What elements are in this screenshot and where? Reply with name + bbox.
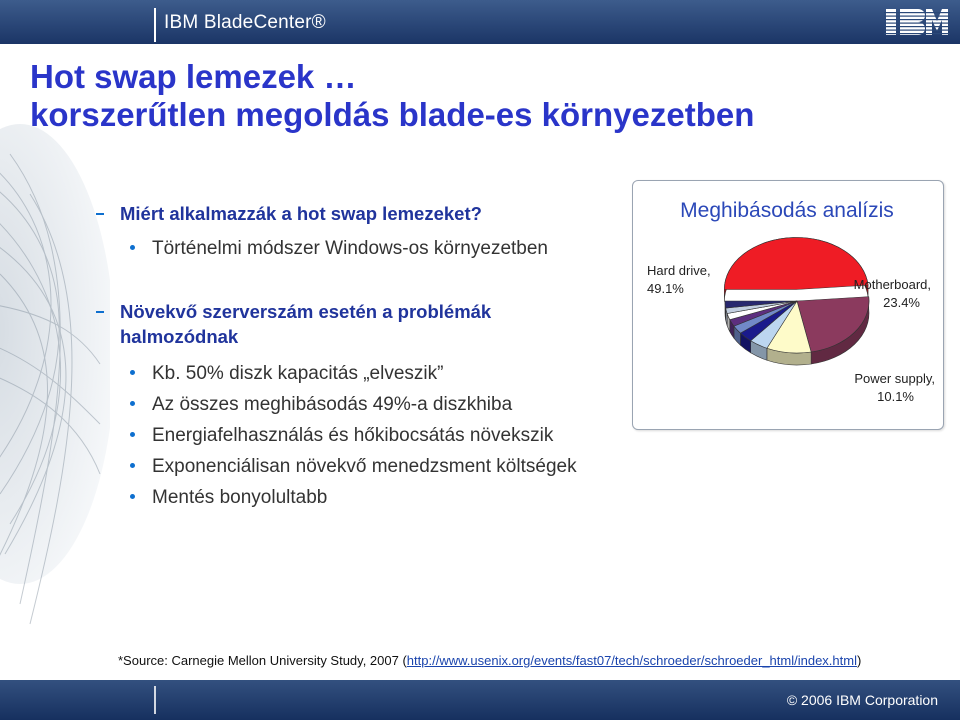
bottom-bar xyxy=(0,680,960,720)
label-motherboard-value: 23.4% xyxy=(883,295,920,310)
label-hard-drive-value: 49.1% xyxy=(647,281,684,296)
source-suffix: ) xyxy=(856,653,862,668)
label-hard-drive-name: Hard drive, xyxy=(647,263,711,278)
label-motherboard-name: Motherboard, xyxy=(853,277,931,292)
chart-title: Meghibásodás analízis xyxy=(680,199,894,222)
pie-chart-svg xyxy=(633,181,943,429)
source-prefix: *Source: Carnegie Mellon University Study, 2007 ( xyxy=(118,653,407,668)
bullet-list: Miért alkalmazzák a hot swap lemezeket? Történelmi módszer Windows-os környezetben Növekvő szerverszám esetén a problémák halmozódnak Kb. 50% diszk kapacitás „elveszik” Az összes meghibásodás 49%-a diszkhiba Energiafelhasználás és hőkibocsátás növekszik Exponenciálisan növekvő menedzsment költségek Mentés bonyolultabb xyxy=(0,0,960,720)
label-power-supply-name: Power supply, xyxy=(854,371,935,386)
dot-bullet-icon xyxy=(130,494,135,499)
dot-bullet-icon xyxy=(130,401,135,406)
title-line-2: korszerűtlen megoldás blade-es környezetben xyxy=(30,96,755,133)
pie-slice xyxy=(724,237,868,289)
dot-bullet-icon xyxy=(130,463,135,468)
dash-bullet-icon xyxy=(96,311,104,313)
copyright: © 2006 IBM Corporation xyxy=(786,692,938,708)
source-citation xyxy=(118,653,861,668)
title-line-1: Hot swap lemezek … xyxy=(30,58,357,95)
dot-bullet-icon xyxy=(130,432,135,437)
failure-pie-chart xyxy=(632,180,944,430)
dot-bullet-icon xyxy=(130,370,135,375)
dot-bullet-icon xyxy=(130,245,135,250)
footer-divider xyxy=(154,686,156,714)
dash-bullet-icon xyxy=(96,213,104,215)
label-power-supply-value: 10.1% xyxy=(877,389,914,404)
source-link[interactable]: http://www.usenix.org/events/fast07/tech/schroeder/schroeder_html/index.html xyxy=(406,653,857,668)
product-name: IBM BladeCenter® xyxy=(164,12,326,33)
